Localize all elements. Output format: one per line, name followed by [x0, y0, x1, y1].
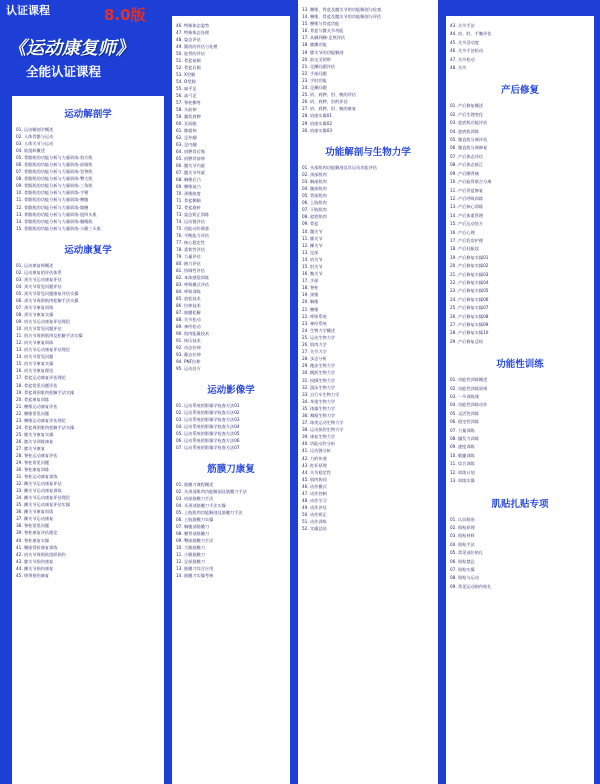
list-item: 48. 动作学习 [302, 498, 327, 504]
list-item: 03. 胸部肌肉 [302, 178, 327, 184]
list-item: 01. 认识肌贴 [450, 516, 475, 522]
list-item: 15. 骨骼肌的功能分析与力量训练-小腿三头肌 [16, 225, 101, 231]
badge: 认证课程 [0, 0, 56, 20]
list-item: 75. 功能动作筛查 [176, 226, 210, 231]
list-item: 84. 呼吸训练 [176, 289, 201, 294]
list-item: 05. 灵活性训练 [450, 410, 479, 416]
item-list [446, 22, 594, 72]
list-item: 62. 足外翻 [176, 135, 197, 140]
list-item: 53. X型腿 [176, 72, 196, 77]
list-item: 16. 产后心理 [450, 229, 475, 235]
list-item: 34. 踝关节运动康复评估理论 [16, 495, 71, 501]
list-item: 28. 脊柱运动康复评估 [16, 452, 58, 458]
list-item: 27. 肩、肩胛、肘、腕的康复 [302, 106, 357, 112]
list-item: 58. 头前伸 [176, 107, 197, 112]
list-item: 01. 运动解剖学概述 [16, 127, 54, 132]
list-item: 05. 上肢肌肉功能解剖及筋膜刀手法 [176, 510, 243, 515]
list-item: 03. 人体关节与运动 [16, 141, 54, 147]
list-item: 34. 举重生物力学 [302, 398, 336, 404]
list-item: 09. 臀部筋膜刀手法 [176, 538, 214, 543]
list-item: 10. 敏捷训练 [450, 452, 475, 458]
list-item: 18. 产后妊娠纹 [450, 246, 479, 252]
list-item: 13. 筋膜刀综合应用 [176, 566, 214, 571]
list-item: 31. 脊柱运动康复训练 [16, 474, 58, 480]
list-item: 90. 肌肉能量技术 [176, 331, 210, 336]
list-item: 35. 踝关节运动康复评估实操 [16, 502, 71, 508]
section-title: 功能解剖与生物力学 [325, 146, 411, 158]
list-item: 29. 脊柱常见问题 [16, 460, 50, 466]
list-item: 36. 踝关节康复训练 [16, 509, 54, 515]
list-item: 63. 足内翻 [176, 142, 197, 147]
list-item: 06. 上肢筋膜刀实操 [176, 517, 214, 522]
list-item: 14. 产后体重管理 [450, 212, 484, 218]
list-item: 31. 投掷生物力学 [302, 377, 336, 383]
list-item: 17. 从脚到踝-足底评估 [302, 35, 346, 41]
list-item: 89. 神经松动 [176, 324, 201, 329]
list-item: 08. 腰背部筋膜刀 [176, 531, 210, 536]
list-item: 88. 关节松动 [176, 317, 201, 322]
list-item: 73. 姿态矫正训练 [176, 212, 210, 217]
list-item: 93. 静态拉伸 [176, 352, 201, 357]
list-item: 40. 功能动作分析 [302, 441, 336, 447]
list-item: 80. 耐力评估 [176, 261, 201, 266]
list-item: 85. 放松技术 [176, 296, 201, 301]
list-item: 74. 运动链评估 [176, 219, 205, 224]
list-item: 11. 肩关节周围肌肉及松解手法实操 [16, 333, 83, 339]
list-item: 22. 产后修复实操04 [450, 279, 489, 285]
column-3 [298, 0, 438, 784]
list-item: 10. 骨骼肌的功能分析与力量训练-手臂 [16, 190, 89, 196]
list-item: 40. 脊柱康复实操 [16, 537, 50, 543]
list-item: 07. 力量训练 [450, 427, 475, 433]
list-item: 44. 踝关节损伤康复 [16, 565, 54, 571]
list-item: 09. 常见运动损伤贴扎 [450, 583, 492, 589]
list-item: 09. 产后腰背痛 [450, 170, 479, 176]
list-item: 51. 骨盆前倾 [176, 58, 201, 63]
list-item: 15. 腰椎与骨盆功能 [302, 21, 340, 27]
list-item: 03. 运动系统的影像学检查方法03 [176, 417, 240, 422]
list-item: 05. 腹直肌分离评估 [450, 137, 488, 143]
list-item: 16. 肩关节康复理论 [16, 368, 54, 374]
list-item: 01. 头部肌肉功能解剖及其运动功能评估 [302, 164, 377, 170]
list-item: 07. 胸腹部筋膜刀 [176, 524, 210, 529]
list-item: 05. 背部肌肉 [302, 193, 327, 199]
list-item: 92. 动态拉伸 [176, 345, 201, 350]
list-item: 13. 足部 [302, 249, 319, 255]
section-title: 产后修复 [500, 85, 539, 97]
list-item: 03. 一节训练课 [450, 394, 479, 400]
list-item: 17. 骨盆运动康复评估理论 [16, 375, 66, 381]
list-item: 10. 髋关节 [302, 228, 323, 234]
list-item: 02. 颈部肌肉 [302, 171, 327, 177]
list-item: 11. 产后骨盆修复 [450, 187, 484, 193]
list-item: 26. 产后修复实操08 [450, 313, 489, 319]
list-item: 03. 盆底肌功能评估 [450, 120, 488, 126]
list-item: 87. 筋膜松解 [176, 310, 201, 315]
list-item: 14. 肩关节 [302, 256, 323, 262]
list-item: 43. 关节手法 [450, 23, 475, 28]
item-list [172, 22, 290, 372]
list-item: 05. 颈关节常见问题康复评估实操 [16, 290, 79, 296]
list-item: 18. 骨盆常见问题评估 [16, 382, 58, 388]
list-item: 19. 产后修复实操01 [450, 254, 489, 260]
list-item: 01. 运动系统的影像学检查方法01 [176, 403, 240, 408]
list-item: 02. 运动系统的影像学检查方法02 [176, 410, 240, 415]
list-item: 45. 关节活动度 [450, 39, 479, 45]
list-item: 55. 扁平足 [176, 86, 197, 91]
list-item: 30. 脊柱康复训练 [16, 467, 50, 473]
list-item: 32. 游泳生物力学 [302, 384, 336, 390]
list-item: 04. 运动系统的影像学检查方法04 [176, 424, 240, 429]
list-item: 07. 肌贴实操 [450, 566, 475, 572]
list-item: 20. 产后修复实操02 [450, 263, 489, 269]
list-item: 20. 前交叉韧带 [302, 56, 331, 62]
list-item: 32. 踝关节运动康复评估 [16, 481, 62, 487]
list-item: 10. 产后耻骨联合分离 [450, 179, 492, 185]
list-item: 21. 腰椎 [302, 306, 319, 312]
list-item: 14. 肩关节常见问题 [16, 354, 54, 360]
list-item: 28. 肩部实操01 [302, 113, 333, 119]
list-item: 33. 踝关节运动康复训练 [16, 488, 62, 494]
list-item: 82. 本体感觉训练 [176, 275, 210, 280]
section-title: 功能性训练 [496, 359, 544, 371]
list-item: 44. 关节稳定性 [302, 469, 331, 475]
column-1 [12, 96, 164, 784]
list-item: 52. 实操总结 [302, 526, 327, 532]
list-item: 49. 动作评估 [302, 505, 327, 511]
list-item: 08. 肌贴与运动 [450, 575, 479, 581]
list-item: 41. 运动链分析 [302, 448, 331, 454]
list-item: 02. 产后生理变化 [450, 111, 484, 117]
list-item: 11. 综合训练 [450, 461, 475, 467]
list-item: 09. 骨骼肌的功能分析与力量训练-三角肌 [16, 183, 93, 189]
list-item: 27. 膝关节康复 [16, 445, 45, 451]
item-list [12, 126, 164, 232]
list-item: 48. 关节 [450, 65, 467, 71]
list-item: 81. 协调性评估 [176, 268, 205, 273]
list-item: 79. 力量评估 [176, 254, 201, 259]
list-item: 04. 腹部肌肉 [302, 185, 327, 191]
list-item: 66. 髋关节内旋 [176, 163, 205, 168]
list-item: 50. 驼背的评估 [176, 51, 205, 56]
list-item: 28. 产后修复实操10 [450, 330, 489, 336]
list-item: 25. 运动生物力学 [302, 334, 336, 340]
list-item: 94. PNF拉伸 [176, 359, 201, 364]
item-list [172, 481, 290, 579]
list-item: 21. 产后修复实操03 [450, 271, 489, 277]
list-item: 19. 颈椎 [302, 292, 319, 298]
list-item: 25. 膝关节康复实操 [16, 431, 54, 437]
list-item: 19. 膝关节的功能解剖 [302, 49, 344, 55]
list-item: 36. 舞蹈生物力学 [302, 412, 336, 418]
list-item: 61. 膝超伸 [176, 128, 197, 133]
list-item: 05. 运动系统的影像学检查方法05 [176, 431, 240, 436]
list-item: 47. 关节松动 [450, 56, 475, 62]
list-item: 42. 肩关节周围软组织损伤 [16, 551, 66, 557]
list-item: 07. 下肢肌肉 [302, 207, 327, 213]
list-item: 83. 呼吸模式评估 [176, 282, 210, 287]
list-item: 01. 产后修复概述 [450, 103, 484, 109]
list-item: 51. 动作训练 [302, 519, 327, 525]
list-item: 26. 肌肉力学 [302, 342, 327, 348]
list-item: 37. 踝关节运动康复 [16, 516, 54, 522]
list-item: 06. 稳定性训练 [450, 419, 479, 425]
item-list [298, 164, 438, 533]
list-item: 08. 颈关节康复实操 [16, 312, 54, 318]
list-item: 29. 跑步生物力学 [302, 363, 336, 369]
list-item: 12. 产后呼吸训练 [450, 195, 484, 201]
list-item: 21. 腰椎运动康复评估 [16, 403, 58, 409]
list-item: 33. 自行车生物力学 [302, 391, 340, 397]
list-item: 15. 肩关节康复实操 [16, 361, 54, 367]
list-item: 06. 腹直肌分离修复 [450, 145, 488, 151]
list-item: 02. 头颈部肌肉功能解剖及筋膜刀手法 [176, 489, 247, 494]
list-item: 56. 高弓足 [176, 93, 197, 98]
list-item: 17. 产后乳房护理 [450, 237, 484, 243]
list-item: 10. 大腿筋膜刀 [176, 545, 205, 550]
list-item: 02. 功能性训练原则 [450, 385, 488, 391]
list-item: 44. 肩、肘、手腕评估 [450, 31, 492, 37]
list-item: 02. 肌贴原理 [450, 524, 475, 530]
list-item: 54. O型腿 [176, 79, 196, 84]
list-item: 57. 脊柱侧弯 [176, 100, 201, 105]
list-item: 24. 产后修复实操06 [450, 296, 489, 302]
list-item: 86. 拉伸技术 [176, 303, 201, 308]
list-item: 91. 按压技术 [176, 338, 201, 343]
list-item: 43. 杠杆原理 [302, 462, 327, 468]
list-item: 22. 手部问题 [302, 70, 327, 76]
list-item: 68. 胸椎后凸 [176, 177, 201, 182]
list-item: 12. 足部筋膜刀 [176, 559, 205, 564]
list-item: 16. 腕关节 [302, 271, 323, 277]
list-item: 01. 运动康复师概述 [16, 262, 54, 268]
list-item: 06. 上肢肌肉 [302, 200, 327, 206]
list-item: 10. 肩关节常见问题评估 [16, 326, 62, 332]
list-item: 13. 产后核心训练 [450, 204, 484, 210]
list-item: 67. 髋关节外旋 [176, 170, 205, 175]
list-item: 19. 骨盆周围肌肉松解手法实操 [16, 389, 75, 395]
header [0, 0, 172, 96]
section-title: 运动康复学 [64, 244, 112, 256]
item-list [446, 376, 594, 485]
list-item: 03. 肌贴材料 [450, 533, 475, 539]
list-item: 48. 姿态评估 [176, 37, 201, 42]
list-item: 25. 肩、肩胛、肘、腕的评估 [302, 92, 357, 98]
list-item: 69. 腰椎前凸 [176, 184, 201, 189]
list-item: 04. 肌贴手法 [450, 541, 475, 547]
list-item: 07. 骨骼肌的功能分析与力量训练-竖脊肌 [16, 169, 93, 175]
list-item: 43. 膝关节损伤康复 [16, 558, 54, 564]
column-4 [446, 16, 594, 784]
list-item: 09. 骨盆 [302, 221, 319, 227]
list-item: 26. 肩、肩胛、肘的评估 [302, 99, 348, 105]
list-item: 24. 生物力学概述 [302, 327, 336, 333]
column-2 [172, 16, 290, 784]
list-item: 06. 肌贴禁忌 [450, 558, 475, 564]
list-item: 78. 柔韧性评估 [176, 247, 205, 252]
list-item: 14. 筋膜刀实操考核 [176, 573, 214, 578]
list-item: 13. 腰椎、骨盆及髋关节的功能解剖与检查 [302, 7, 382, 12]
list-item: 01. 功能性训练概述 [450, 377, 488, 383]
list-item: 45. 韧带损伤康复 [16, 572, 50, 578]
item-list [446, 102, 594, 346]
list-item: 27. 关节力学 [302, 349, 327, 355]
list-item: 47. 动作控制 [302, 491, 327, 496]
list-item: 02. 人体骨骼与运动 [16, 134, 54, 140]
list-item: 04. 盆底肌训练 [450, 128, 479, 134]
list-item: 18. 脊柱 [302, 285, 319, 291]
list-item: 30. 跳跃生物力学 [302, 370, 336, 376]
list-item: 07. 产后体态评估 [450, 153, 484, 159]
list-item: 20. 胸椎 [302, 299, 319, 305]
list-item: 04. 头颈部筋膜刀手法实操 [176, 503, 226, 508]
list-item: 03. 肩部筋膜刀手法 [176, 496, 214, 501]
list-item: 12. 骨骼肌的功能分析与力量训练-髂腰 [16, 204, 89, 210]
list-item: 01. 筋膜刀课程概述 [176, 482, 214, 487]
list-item: 13. 骨骼肌的功能分析与力量训练-股四头肌 [16, 211, 97, 217]
list-item: 37. 球类运动生物力学 [302, 420, 344, 426]
list-item: 04. 软组织概述 [16, 148, 45, 154]
list-item: 12. 踝关节 [302, 242, 323, 248]
list-item: 08. 产后体态矫正 [450, 162, 484, 168]
list-item: 77. 核心稳定性 [176, 240, 205, 245]
list-item: 16. 骨盆与髋关节功能 [302, 28, 344, 34]
item-list [172, 402, 290, 451]
list-item: 14. 骨骼肌的功能分析与力量训练-腘绳肌 [16, 218, 93, 224]
list-item: 28. 步态分析 [302, 356, 327, 362]
list-item: 08. 骨骼肌的功能分析与力量训练-臀大肌 [16, 176, 93, 182]
list-item: 12. 训练计划 [450, 469, 475, 475]
list-item: 03. 颈关节运动康复评估 [16, 276, 62, 282]
list-item: 46. 关节手法松动 [450, 48, 484, 54]
list-item: 23. 神经系统 [302, 320, 327, 326]
list-item: 04. 颈关节常见问题评估 [16, 283, 62, 289]
list-item: 42. 力的传递 [302, 455, 327, 461]
list-item: 72. 骨盆旋转 [176, 205, 201, 210]
version-label: 8.0版 [104, 6, 146, 24]
list-item: 05. 骨骼肌的功能分析与力量训练-斜方肌 [16, 155, 93, 161]
list-item: 65. 肩胛骨前伸 [176, 156, 205, 161]
list-item: 08. 爆发力训练 [450, 436, 479, 442]
list-item: 12. 肩关节康复训练 [16, 340, 54, 346]
list-item: 23. 腰椎运动康复评估理论 [16, 417, 66, 423]
list-item: 09. 速度训练 [450, 444, 475, 450]
list-item: 15. 肘关节 [302, 264, 323, 269]
list-item: 49. 圆肩的评估与处理 [176, 44, 218, 49]
list-item: 29. 产后修复总结 [450, 338, 484, 344]
list-item: 11. 小腿筋膜刀 [176, 552, 205, 557]
list-item: 06. 运动系统的影像学检查方法06 [176, 438, 240, 443]
item-list [298, 6, 438, 134]
list-item: 46. 动作模式 [302, 483, 327, 489]
list-item: 06. 颈关节周围肌肉松解手法实操 [16, 297, 79, 303]
list-item: 08. 盆底肌肉 [302, 214, 327, 220]
list-item: 95. 运动处方 [176, 366, 201, 371]
page-title: 《运动康复师》 [8, 38, 134, 59]
list-item: 09. 肩关节运动康复评估理论 [16, 319, 71, 325]
section-title: 肌贴扎贴专项 [491, 498, 549, 510]
list-item: 13. 肩关节运动康复评估理论 [16, 347, 71, 353]
page-subtitle: 全能认证课程 [26, 64, 102, 79]
list-item: 52. 骨盆后倾 [176, 65, 201, 70]
list-item: 76. 平衡能力评估 [176, 233, 210, 238]
list-item: 25. 产后修复实操07 [450, 305, 489, 311]
list-item: 35. 体操生物力学 [302, 405, 336, 411]
list-item: 05. 常见部位贴扎 [450, 550, 484, 556]
list-item: 45. 肌肉协同 [302, 476, 327, 482]
list-item: 04. 功能性训练动作 [450, 402, 488, 408]
section-title: 运动影像学 [207, 385, 255, 396]
list-item: 47. 特殊体态处理 [176, 30, 210, 35]
list-item: 22. 腰椎常见问题 [16, 410, 50, 416]
list-item: 50. 动作矫正 [302, 512, 327, 518]
item-list [12, 262, 164, 579]
list-item: 71. 骨盆侧倾 [176, 198, 201, 203]
list-item: 20. 骨盆康复训练 [16, 396, 50, 402]
list-item: 41. 腰部骨折康复训练 [16, 544, 58, 550]
list-item: 39. 康复生物力学 [302, 434, 336, 440]
list-item: 38. 脊柱常见问题 [16, 523, 50, 529]
section-title: 筋膜刀康复 [207, 464, 255, 475]
list-item: 18. 膝踝功能 [302, 42, 327, 48]
list-item: 26. 膝关节训练康复 [16, 438, 54, 444]
list-item: 07. 运动系统的影像学检查方法07 [176, 445, 240, 450]
list-item: 30. 肩部实操03 [302, 127, 333, 133]
list-item: 24. 骨盆周围肌肉松解手法实操 [16, 424, 75, 430]
list-item: 22. 呼吸系统 [302, 313, 327, 319]
list-item: 23. 产后修复实操05 [450, 288, 489, 294]
list-item: 64. 肩胛骨后缩 [176, 149, 205, 154]
list-item: 11. 膝关节 [302, 235, 323, 241]
list-item: 07. 颈关节康复训练 [16, 304, 54, 310]
list-item: 29. 肩部实操02 [302, 120, 333, 126]
list-item: 70. 颈椎曲度 [176, 191, 201, 196]
item-list [446, 516, 594, 592]
list-item: 24. 足踝问题 [302, 85, 327, 91]
section-title: 运动解剖学 [64, 109, 112, 120]
list-item: 27. 产后修复实操09 [450, 322, 489, 327]
list-item: 60. 长短腿 [176, 121, 197, 126]
list-item: 15. 产后运动处方 [450, 221, 484, 227]
list-item: 11. 骨骼肌的功能分析与力量训练-腰腹 [16, 197, 89, 203]
list-item: 46. 特殊体态姿势 [176, 23, 210, 28]
list-item: 06. 骨骼肌的功能分析与力量训练-前锯肌 [16, 162, 93, 168]
list-item: 59. 翼状肩胛 [176, 114, 201, 119]
list-item: 14. 腰椎、骨盆及髋关节的功能解剖与评估 [302, 14, 382, 20]
list-item: 13. 训练实操 [450, 478, 475, 484]
list-item: 38. 运动损伤生物力学 [302, 427, 344, 433]
list-item: 21. 足踝问题评估 [302, 63, 336, 69]
list-item: 23. 手肘功能 [302, 77, 327, 83]
list-item: 02. 运动康复的评估体系 [16, 269, 62, 275]
list-item: 17. 手部 [302, 278, 319, 284]
list-item: 39. 脊柱康复评估理论 [16, 530, 58, 536]
